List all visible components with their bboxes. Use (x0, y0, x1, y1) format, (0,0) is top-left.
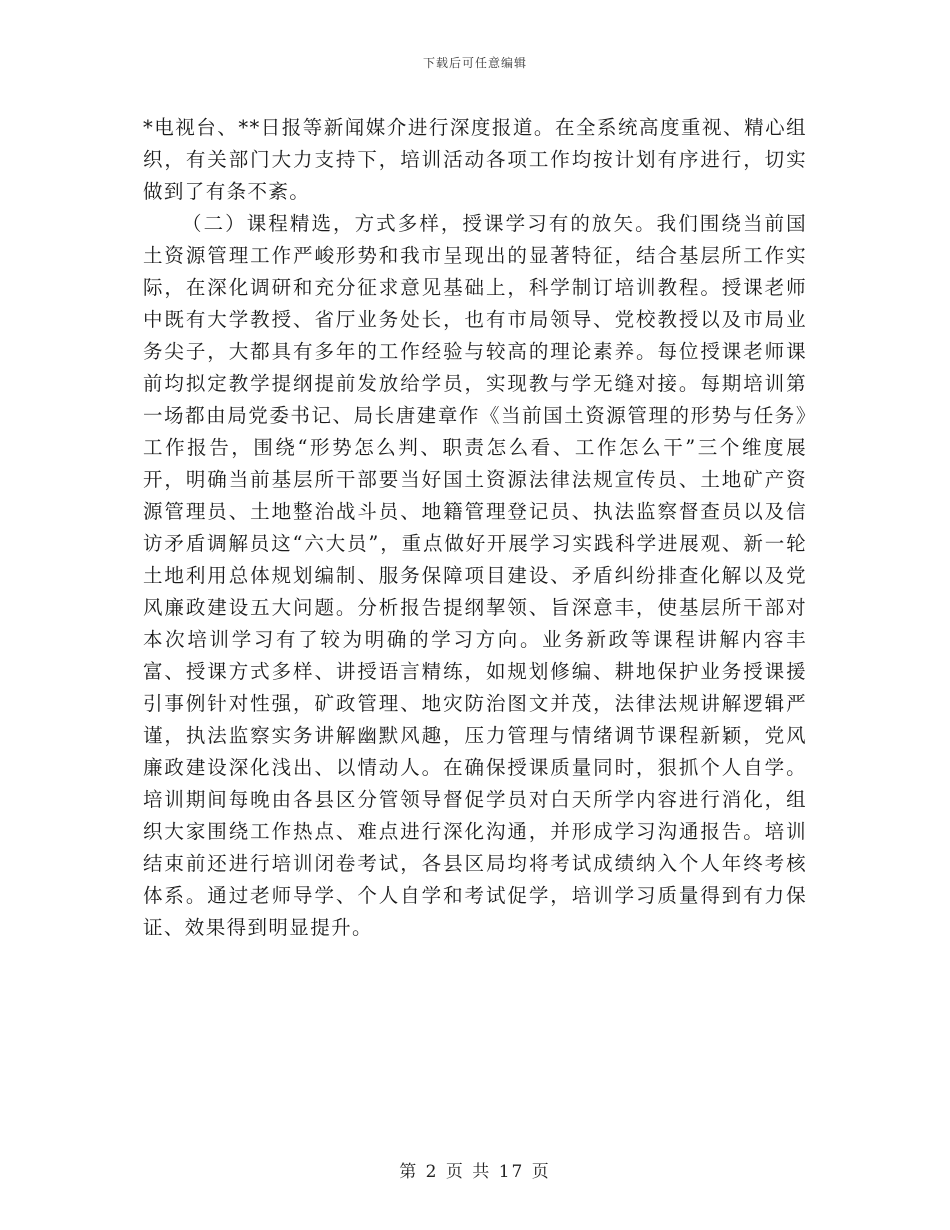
paragraph-continuation: *电视台、**日报等新闻媒介进行深度报道。在全系统高度重视、精心组织，有关部门大力支持下，培训活动各项工作均按计划有序进行，切实做到了有条不紊。 (143, 116, 807, 203)
paragraph-course-selection: （二）课程精选，方式多样，授课学习有的放矢。我们围绕当前国土资源管理工作严峻形势和我市呈现出的显著特征，结合基层所工作实际，在深化调研和充分征求意见基础上，科学制订培训教程。授课老师中既有大学教授、省厅业务处长，也有市局领导、党校教授以及市局业务尖子，大都具有多年的工作经验与较高的理论素养。每位授课老师课前均拟定教学提纲提前发放给学员，实现教与学无缝对接。每期培训第一场都由局党委书记、局长唐建章作《当前国土资源管理的形势与任务》工作报告，围绕“形势怎么判、职责怎么看、工作怎么干”三个维度展开，明确当前基层所干部要当好国土资源法律法规宣传员、土地矿产资源管理员、土地整治战斗员、地籍管理登记员、执法监察督查员以及信访矛盾调解员这“六大员”，重点做好开展学习实践科学进展观、新一轮土地利用总体规划编制、服务保障项目建设、矛盾纠纷排查化解以及党风廉政建设五大问题。分析报告提纲挈领、旨深意丰，使基层所干部对本次培训学习有了较为明确的学习方向。业务新政等课程讲解内容丰富、授课方式多样、讲授语言精练，如规划修编、耕地保护业务授课援引事例针对性强，矿政管理、地灾防治图文并茂，法律法规讲解逻辑严谨，执法监察实务讲解幽默风趣，压力管理与情绪调节课程新颖，党风廉政建设深化浅出、以情动人。在确保授课质量同时，狠抓个人自学。培训期间每晚由各县区分管领导督促学员对白天所学内容进行消化，组织大家围绕工作热点、难点进行深化沟通，并形成学习沟通报告。培训结束前还进行培训闭卷考试，各县区局均将考试成绩纳入个人年终考核体系。通过老师导学、个人自学和考试促学，培训学习质量得到有力保证、效果得到明显提升。 (143, 212, 807, 939)
page-number-footer: 第 2 页 共 17 页 (399, 1162, 551, 1182)
document-body (143, 112, 807, 944)
page-header: 下载后可任意编辑 (422, 56, 527, 70)
